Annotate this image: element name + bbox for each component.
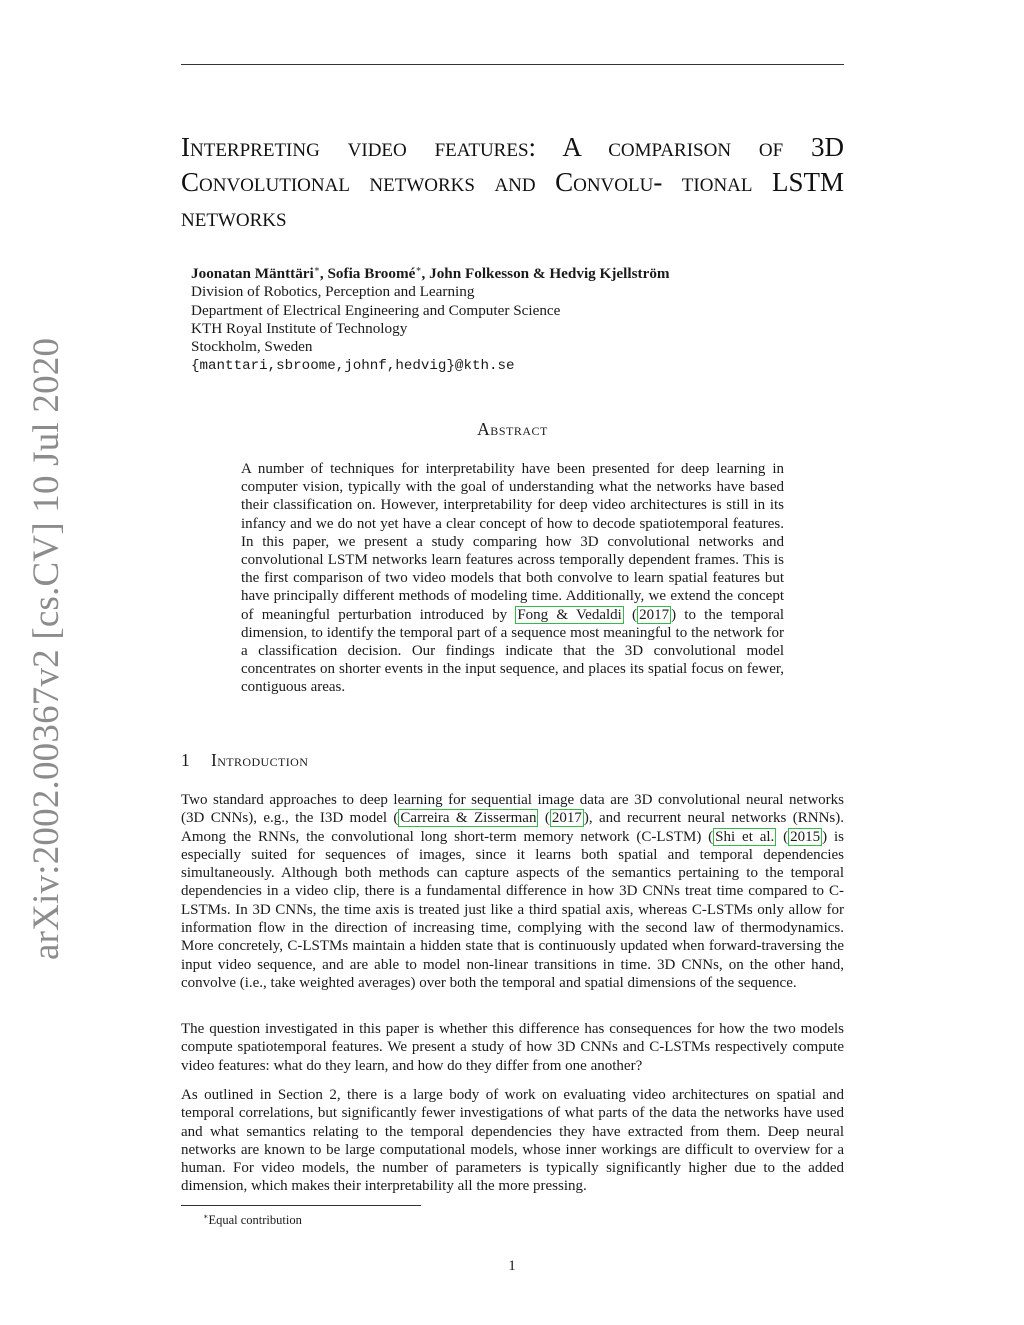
- citation-link[interactable]: Carreira & Zisserman: [400, 810, 537, 827]
- equal-contribution-marker: ∗: [313, 264, 320, 274]
- citation-year-link[interactable]: 2017: [639, 606, 670, 623]
- equal-contribution-marker: ∗: [415, 264, 422, 274]
- author-name: John Folkesson & Hedvig Kjellström: [429, 265, 670, 283]
- paragraph: The question investigated in this paper is whether this difference has consequences for how the two models compute spatiotemporal features. We present a study of how 3D CNNs and C-LSTMs respectively compute video features: what do they learn, and how do they differ from one another?: [181, 1021, 844, 1074]
- author-name: Joonatan Mänttäri: [191, 265, 314, 283]
- section-number: 1: [181, 750, 191, 770]
- author-emails: {manttari,sbroome,johnf,hedvig}@kth.se: [191, 357, 515, 374]
- citation-link[interactable]: Shi et al.: [715, 828, 775, 845]
- author-names: Joonatan Mänttäri∗, Sofia Broomé∗, John Folkesson & Hedvig Kjellström: [191, 264, 670, 283]
- author-block: [191, 260, 831, 375]
- page-number: 1: [508, 1258, 516, 1274]
- affiliation-line: Department of Electrical Engineering and Computer Science: [191, 301, 561, 319]
- top-rule: [181, 64, 844, 65]
- section-heading: [181, 750, 581, 771]
- footnote-text: Equal contribution: [208, 1213, 302, 1228]
- author-name: Sofia Broomé: [327, 265, 416, 283]
- abstract-heading: Abstract: [477, 419, 548, 439]
- section-title: Introduction: [211, 750, 309, 770]
- affiliation-line: KTH Royal Institute of Technology: [191, 319, 408, 337]
- citation-year-link[interactable]: 2017: [551, 810, 582, 827]
- citation-year-link[interactable]: 2015: [790, 828, 821, 845]
- abstract-text: A number of techniques for interpretability have been presented for deep learning in computer vision, typically with the goal of understanding what the networks have based their classification on. However, interpretability for deep video architectures is still in its infancy and we do not yet have a clear concept of how to decode spatiotemporal features. In this paper, we present a study comparing how 3D convolutional networks and convolutional LSTM networks learn features across temporally dependent frames. This is the first comparison of two video models that both convolve to learn spatial features but have principally different methods of modeling time. Additionally, we extend the concept of meaningful perturbation introduced by Fong & Vedaldi ( 2017 ) to the temporal dimension, to identify the temporal part of a sequence most meaningful to the network for a classification decision. Our findings indicate that the 3D convolutional model concentrates on shorter events in the input sequence, and places its spatial focus on fewer, contiguous areas.: [241, 461, 785, 696]
- paper-title: Interpreting video features: A comparison of 3D Convolutional networks and Convolu- tional LSTM networks: [181, 132, 844, 232]
- paragraph: Two standard approaches to deep learning for sequential image data are 3D convolutional neural networks (3D CNNs), e.g., the I3D model ( Carreira & Zisserman ( 2017 ), and recurrent neural networks (RNNs). Among the RNNs, the convolutional long short-term memory network (C-LSTM) ( Shi et al. ( 2015 ) is especially suited for sequences of images, since it learns both spatial and temporal dependencies simultaneously. Although both methods can capture aspects of the semantics pertaining to the temporal dependencies in a video clip, there is a fundamental difference in how 3D CNNs treat time compared to C-LSTMs. In 3D CNNs, the time axis is treated just like a third spatial axis, whereas C-LSTMs only allow for information flow in the direction of increasing time, complying with the second law of thermodynamics. More concretely, C-LSTMs maintain a hidden state that is continuously updated when forward-traversing the input video sequence, and are able to model non-linear transitions in time. 3D CNNs, on the other hand, convolve (i.e., take weighted averages) over both the temporal and spatial dimensions of the sequence.: [181, 792, 845, 991]
- paragraph: As outlined in Section 2, there is a large body of work on evaluating video architectures on spatial and temporal correlations, but significantly fewer investigations of what parts of the data the networks have used and what semantics relating to the temporal dependencies they have extracted from them. Deep neural networks are known to be large computational models, whose inner workings are difficult to overview for a human. For video models, the number of parameters is typically significantly higher due to the added dimension, which makes their interpretability all the more pressing.: [181, 1087, 844, 1195]
- citation-link[interactable]: Fong & Vedaldi: [517, 606, 622, 623]
- footnote-marker: ∗: [203, 1212, 209, 1221]
- affiliation-line: Division of Robotics, Perception and Learning: [191, 283, 475, 301]
- footnote-rule: [181, 1205, 421, 1206]
- footnote: [203, 1209, 302, 1228]
- affiliation-line: Stockholm, Sweden: [191, 338, 313, 356]
- arxiv-identifier: arXiv:2002.00367v2 [cs.CV] 10 Jul 2020: [26, 337, 67, 960]
